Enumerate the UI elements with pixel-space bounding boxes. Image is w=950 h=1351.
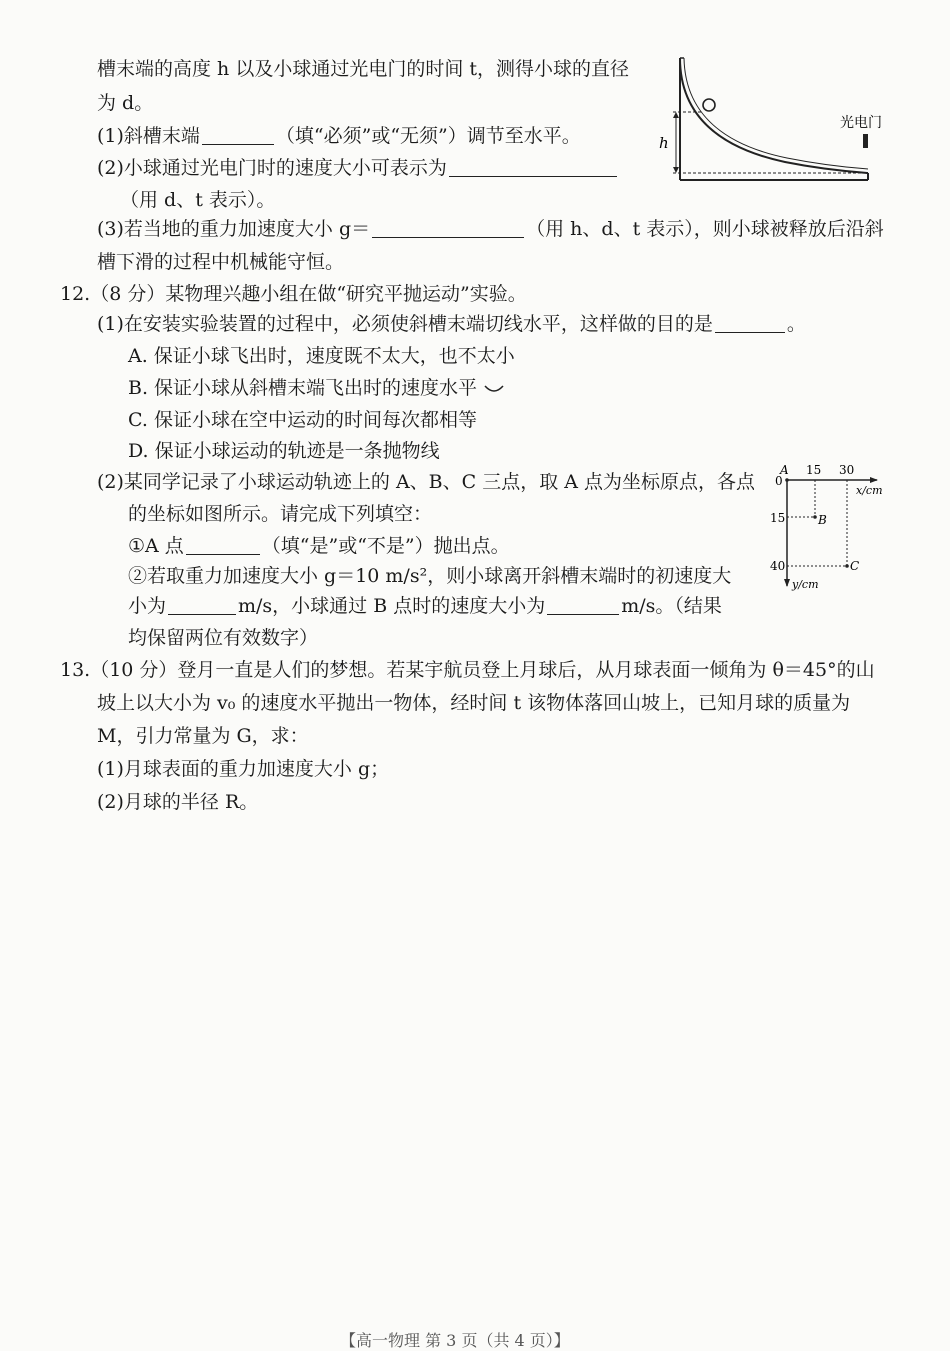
q12-option-b[interactable]	[128, 375, 505, 401]
q12-option-c[interactable]: C. 保证小球在空中运动的时间每次都相等	[128, 409, 477, 431]
q12-sub1-tail: （填“是”或“不是”）抛出点。	[261, 535, 510, 557]
q12-sub2-line2	[128, 593, 722, 619]
q11-part2-note: （用 d、t 表示）。	[120, 189, 276, 211]
point-c-label: C	[850, 559, 860, 573]
ball-icon	[703, 99, 715, 111]
q12-sub2-line3: 均保留两位有效数字）	[128, 627, 319, 649]
q12-part2-line1: (2)某同学记录了小球运动轨迹上的 A、B、C 三点，取 A 点为坐标原点，各点	[97, 471, 756, 493]
tick-x15: 15	[806, 463, 822, 477]
photogate-label: 光电门	[840, 115, 882, 131]
q11-part2-text: (2)小球通过光电门时的速度大小可表示为	[97, 157, 447, 179]
q12-sub2-text: 小为	[128, 595, 167, 617]
q12-sub1-blank[interactable]	[186, 536, 260, 555]
q12-part1	[97, 311, 806, 337]
q11-part3-blank[interactable]	[372, 219, 524, 238]
tick-y15: 15	[770, 511, 786, 525]
x-axis-label: x/cm	[856, 484, 883, 497]
q11-part1-tail: （填“必须”或“无须”）调节至水平。	[275, 125, 581, 147]
tick-y0: 0	[775, 474, 783, 488]
q11-part3-line2: 槽下滑的过程中机械能守恒。	[97, 251, 345, 273]
q12-option-d[interactable]: D. 保证小球运动的轨迹是一条抛物线	[128, 440, 440, 462]
q12-sub1-text: ①A 点	[128, 535, 184, 557]
q12-option-b-text: B. 保证小球从斜槽末端飞出时的速度水平	[128, 377, 478, 399]
page-footer: 【高一物理 第 3 页（共 4 页）】	[340, 1331, 570, 1350]
h-label: h	[659, 134, 669, 152]
q11-part2-blank[interactable]	[449, 158, 617, 177]
q11-part1-blank[interactable]	[202, 126, 274, 145]
tick-x30: 30	[839, 463, 855, 477]
checkmark-icon	[483, 382, 505, 396]
q12-sub2-mid: m/s，小球通过 B 点时的速度大小为	[238, 595, 546, 617]
q12-sub2-line1: ②若取重力加速度大小 g＝10 m/s²，则小球离开斜槽末端时的初速度大	[128, 565, 732, 587]
q11-intro-line2: 为 d。	[97, 92, 154, 114]
q12-v0-blank[interactable]	[168, 596, 236, 615]
q13-line2: 坡上以大小为 v₀ 的速度水平抛出一物体，经时间 t 该物体落回山坡上，已知月球的质量为	[97, 692, 851, 714]
q12-coordinate-figure	[762, 462, 892, 592]
point-a-label: A	[780, 463, 789, 477]
q12-part1-end: 。	[786, 313, 806, 335]
q12-heading: 12.（8 分）某物理兴趣小组在做“研究平抛运动”实验。	[60, 283, 527, 305]
point-b-label: B	[818, 513, 827, 527]
q12-sub1	[128, 533, 510, 559]
q11-part1-text: (1)斜槽末端	[97, 125, 200, 147]
q11-ramp-figure	[655, 52, 895, 192]
q13-line3: M，引力常量为 G，求：	[97, 725, 309, 747]
q12-part2-line2: 的坐标如图所示。请完成下列填空：	[128, 503, 433, 525]
q11-part1	[97, 123, 581, 149]
q12-sub2-tail: m/s。（结果	[621, 595, 722, 617]
q13-part2: (2)月球的半径 R。	[97, 791, 259, 813]
q11-intro-line1: 槽末端的高度 h 以及小球通过光电门的时间 t，测得小球的直径	[97, 58, 629, 80]
q13-line1: 13.（10 分）登月一直是人们的梦想。若某宇航员登上月球后，从月球表面一倾角为 θ＝45°的山	[60, 659, 875, 681]
y-axis-label: y/cm	[792, 578, 819, 591]
q12-part1-text: (1)在安装实验装置的过程中，必须使斜槽末端切线水平，这样做的目的是	[97, 313, 713, 335]
q12-option-a[interactable]: A. 保证小球飞出时，速度既不太大，也不太小	[128, 345, 515, 367]
q12-part1-blank[interactable]	[715, 314, 785, 333]
q11-part2	[97, 155, 619, 181]
q11-part3	[97, 216, 884, 242]
q13-part1: (1)月球表面的重力加速度大小 g；	[97, 758, 390, 780]
q11-part3-tail: （用 h、d、t 表示），则小球被释放后沿斜	[526, 218, 884, 240]
q12-vb-blank[interactable]	[547, 596, 619, 615]
photogate-icon	[863, 134, 868, 148]
tick-y40: 40	[770, 559, 786, 573]
q11-part3-text: (3)若当地的重力加速度大小 g＝	[97, 218, 371, 240]
